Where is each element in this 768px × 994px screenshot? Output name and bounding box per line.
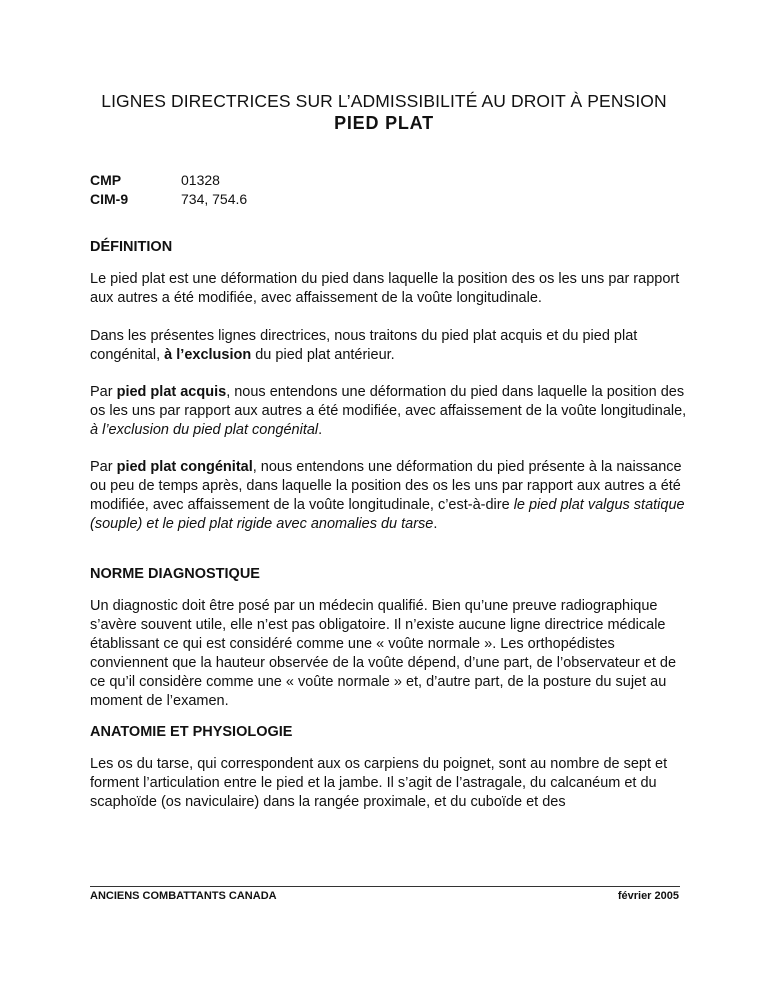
text-run-bold: pied plat congénital [116, 459, 253, 475]
text-run-bold: à l’exclusion [164, 347, 252, 363]
text-run-italic: à l’exclusion du pied plat congénital [90, 422, 319, 438]
definition-paragraph-3 [90, 383, 690, 440]
text-run-italic: le pied plat valgus statique (souple) et le pied plat rigide avec anomalies du tarse [90, 497, 685, 532]
classification-codes [90, 171, 247, 209]
text-run: , nous entendons une déformation du pied présente à la naissance ou peu de temps après, dans laquelle la position des os les uns par rapport aux autres a été modifiée, avec affaissement de la voûte longitudinale, c’est-à-dire [90, 459, 682, 513]
text-run: Par [90, 459, 117, 475]
diagnostic-paragraph-1: Un diagnostic doit être posé par un médecin qualifié. Bien qu’une preuve radiographique s’avère souvent utile, elle n’est pas obligatoire. Il n’existe aucune ligne directrice médicale établissant ce qui est considéré comme une « voûte normale ». Les orthopédistes conviennent que la hauteur observée de la voûte dépend, d’une part, de l’observateur et de ce qu’il considère comme une « voûte normale » et, d’autre part, de la posture du sujet au moment de l’examen. [90, 598, 677, 709]
footer-date: février 2005 [617, 890, 679, 902]
code-row-cmp [90, 171, 247, 190]
text-run: . [318, 422, 323, 438]
anatomy-paragraph-1: Les os du tarse, qui correspondent aux os carpiens du poignet, sont au nombre de sept et forment l’articulation entre le pied et la jambe. Il s’agit de l’astragale, du calcanéum et du scaphoïde (os naviculaire) dans la rangée proximale, et du cuboïde et des [90, 756, 668, 810]
section-heading-anatomy: ANATOMIE ET PHYSIOLOGIE [90, 724, 293, 740]
text-run: Par [90, 384, 117, 400]
definition-paragraph-1: Le pied plat est une déformation du pied dans laquelle la position des os les uns par rapport aux autres a été modifiée, avec affaissement de la voûte longitudinale. [90, 271, 680, 306]
footer-divider [90, 886, 680, 887]
code-row-cim9 [90, 190, 247, 209]
section-heading-diagnostic: NORME DIAGNOSTIQUE [90, 566, 260, 582]
text-run: , nous entendons une déformation du pied dans laquelle la position des os les uns par rapport aux autres a été modifiée, avec affaissement de la voûte longitudinale, [90, 384, 687, 419]
definition-paragraph-4 [90, 458, 690, 534]
footer-organization: ANCIENS COMBATTANTS CANADA [90, 890, 277, 902]
code-value: 01328 [181, 172, 220, 188]
text-run-bold: pied plat acquis [116, 384, 227, 400]
section-heading-definition: DÉFINITION [90, 239, 173, 255]
document-title: LIGNES DIRECTRICES SUR L’ADMISSIBILITÉ AU DROIT À PENSION [101, 91, 667, 111]
code-key: CMP [90, 172, 122, 188]
document-subtitle: PIED PLAT [334, 113, 434, 133]
definition-paragraph-2 [90, 327, 690, 365]
text-run: Dans les présentes lignes directrices, nous traitons du pied plat acquis et du pied plat congénital, [90, 328, 638, 363]
text-run: . [433, 516, 438, 532]
code-key: CIM-9 [90, 191, 129, 207]
code-value: 734, 754.6 [181, 191, 248, 207]
text-run: du pied plat antérieur. [251, 347, 395, 363]
